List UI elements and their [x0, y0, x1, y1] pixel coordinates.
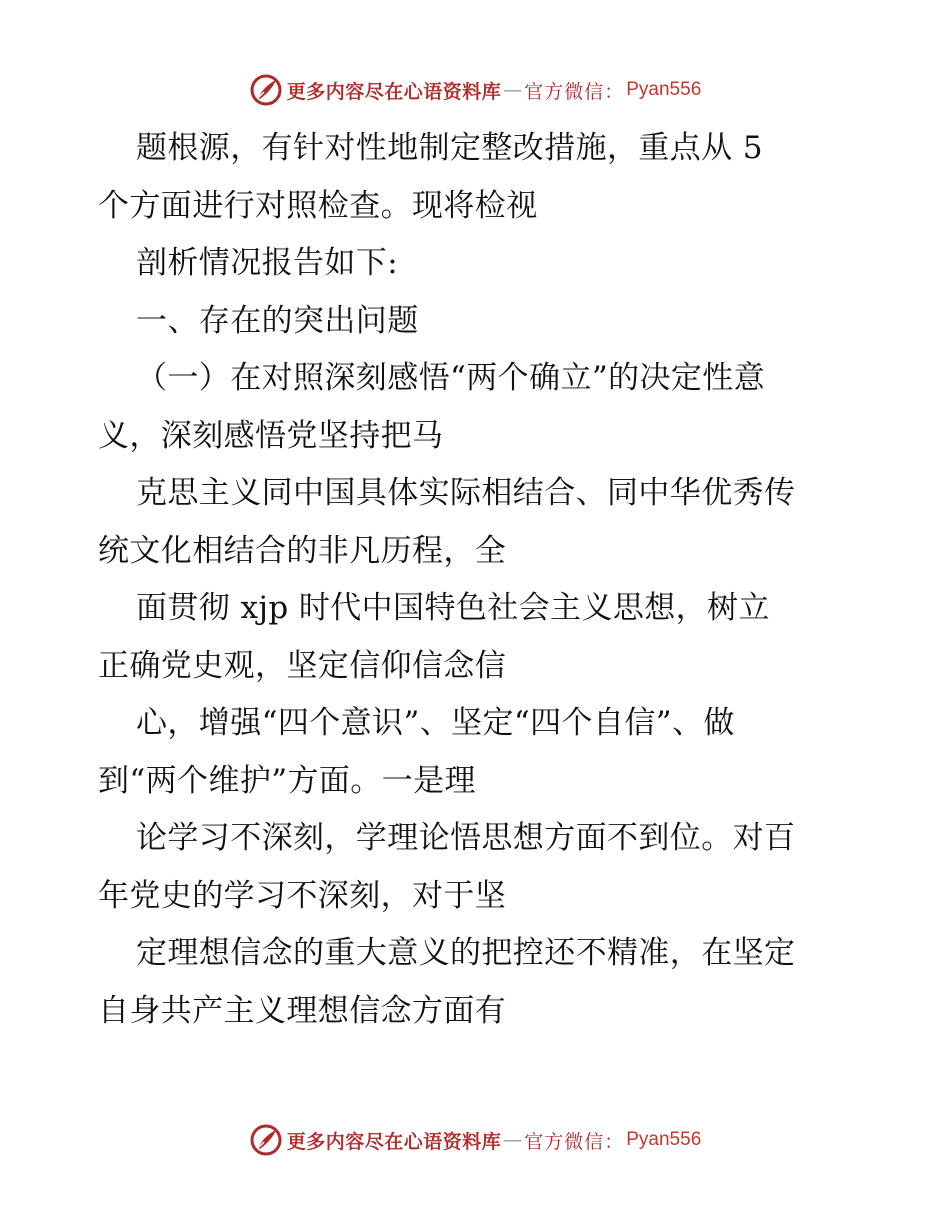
document-line: 心，增强“四个意识”、坚定“四个自信”、做	[136, 705, 735, 741]
watermark-contact-label: 官方微信：	[524, 1130, 625, 1153]
document-line: 自身共产主义理想信念方面有	[98, 992, 507, 1029]
document-line: 义，深刻感悟党坚持把马	[98, 417, 444, 454]
watermark-banner-top	[0, 70, 950, 110]
watermark-lead-text: 更多内容尽在心语资料库	[286, 1130, 502, 1153]
watermark-banner-bottom	[0, 1120, 950, 1160]
document-line: 正确党史观，坚定信仰信念信	[98, 647, 507, 684]
document-body	[98, 120, 858, 1040]
watermark-dash: —	[503, 79, 523, 101]
document-line: 定理想信念的重大意义的把控还不精准，在坚定	[136, 935, 796, 971]
quill-logo-icon	[249, 73, 283, 107]
document-line: 论学习不深刻，学理论悟思想方面不到位。对百	[136, 820, 796, 856]
document-line: 年党史的学习不深刻，对于坚	[98, 877, 507, 914]
document-line: 个方面进行对照检查。现将检视	[98, 187, 538, 224]
watermark-contact-id: Pyan556	[626, 1129, 702, 1150]
quill-logo-icon	[249, 1123, 283, 1157]
document-line: 面贯彻 xjp 时代中国特色社会主义思想，树立	[136, 590, 770, 626]
document-line: 一、存在的突出问题	[136, 302, 419, 339]
document-line: 克思主义同中国具体实际相结合、同中华优秀传	[136, 475, 796, 511]
document-line: 到“两个维护”方面。一是理	[98, 762, 476, 799]
watermark-lead-text: 更多内容尽在心语资料库	[286, 80, 502, 103]
document-line: 统文化相结合的非凡历程，全	[98, 532, 507, 569]
watermark-contact-label: 官方微信：	[524, 80, 625, 103]
document-line: 题根源，有针对性地制定整改措施，重点从 5	[136, 130, 763, 166]
document-line: 剖析情况报告如下:	[136, 245, 399, 281]
watermark-contact-id: Pyan556	[626, 79, 702, 100]
watermark-dash: —	[503, 1129, 523, 1151]
document-line: （一）在对照深刻感悟“两个确立”的决定性意	[136, 360, 766, 396]
